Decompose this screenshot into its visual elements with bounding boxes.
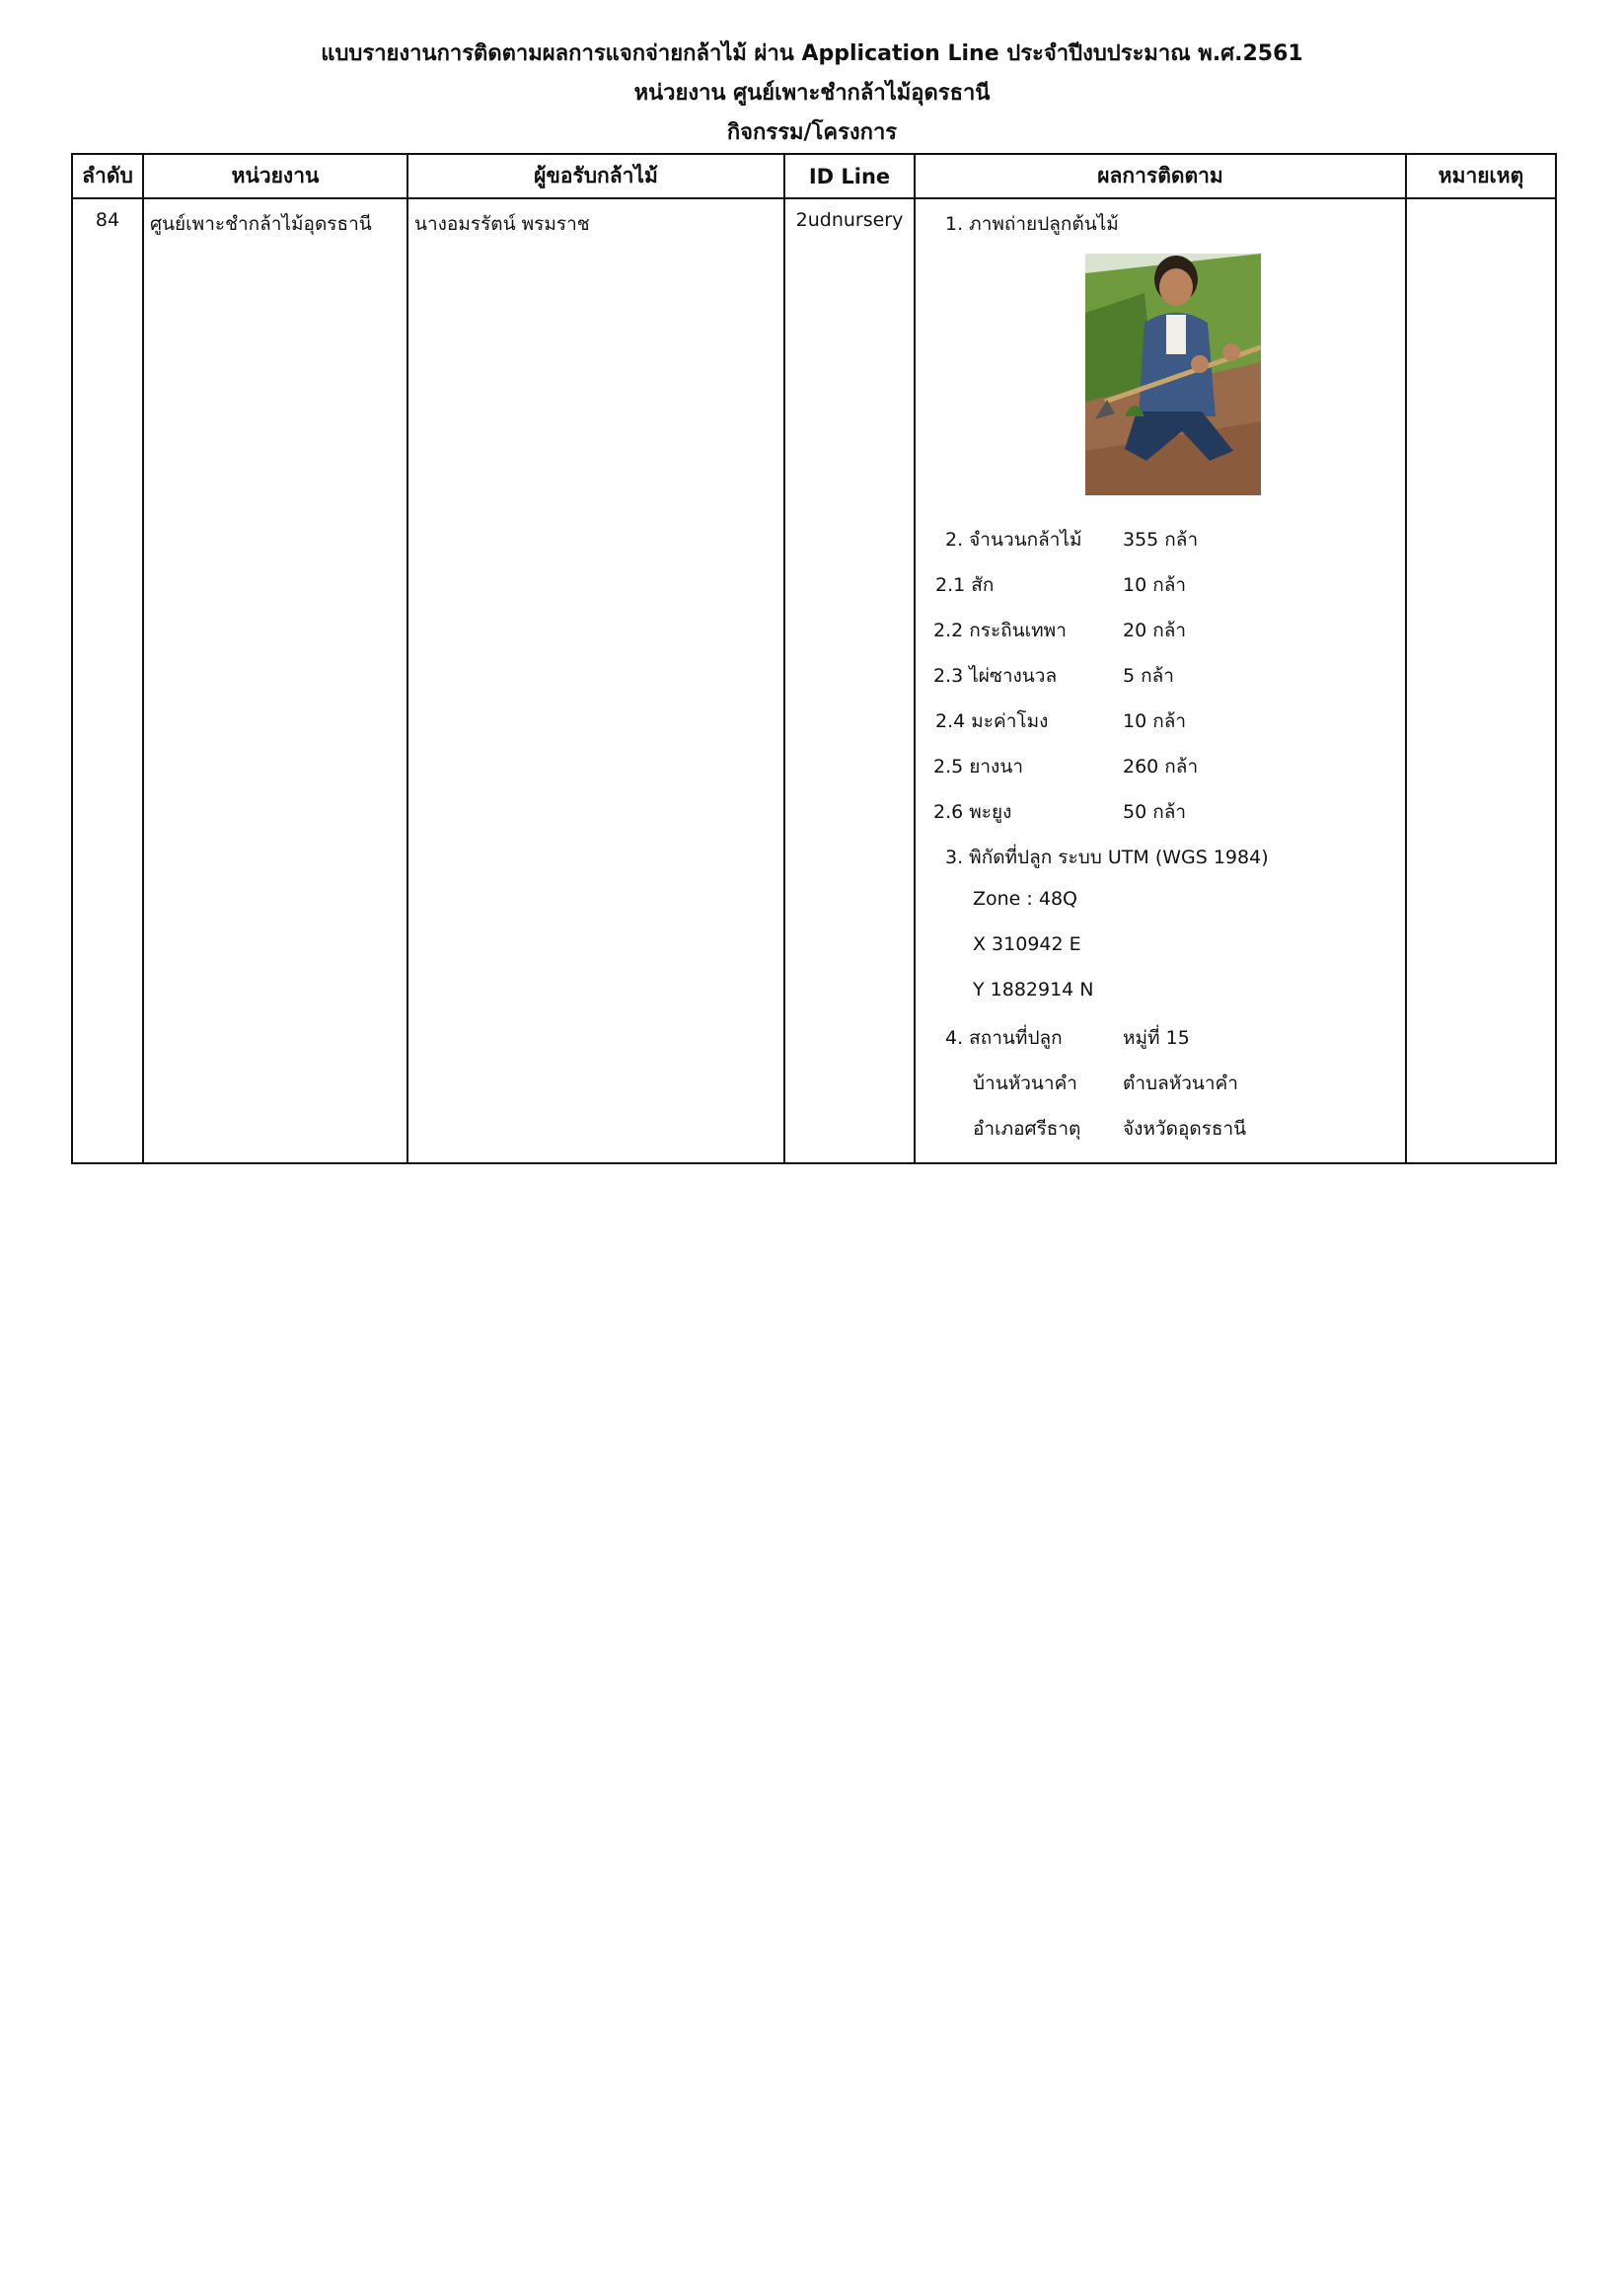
village-number: หมู่ที่ 15: [1123, 1027, 1190, 1049]
species-label: 2.5 ยางนา: [933, 756, 1023, 778]
species-qty: 260 กล้า: [1123, 756, 1199, 778]
species-label: 2.2 กระถินเทพา: [933, 620, 1067, 641]
col-header-remark: หมายเหตุ: [1406, 154, 1556, 198]
district-name: อำเภอศรีธาตุ: [973, 1118, 1081, 1140]
cell-remark: [1406, 198, 1556, 1163]
col-header-recipient: ผู้ขอรับกล้าไม้: [407, 154, 784, 198]
utm-x: X 310942 E: [973, 933, 1081, 955]
report-title: แบบรายงานการติดตามผลการแจกจ่ายกล้าไม้ ผ่าน Application Line ประจำปีงบประมาณ พ.ศ.2561: [321, 41, 1303, 66]
species-qty: 5 กล้า: [1123, 665, 1174, 687]
report-table: [71, 153, 1557, 1164]
province-name: จังหวัดอุดรธานี: [1123, 1118, 1247, 1140]
cell-result: [915, 198, 1406, 1163]
table-row: [72, 198, 1556, 1163]
col-header-number: ลำดับ: [72, 154, 143, 198]
species-label: 2.4 มะค่าโมง: [935, 710, 1049, 732]
col-header-result: ผลการติดตาม: [915, 154, 1406, 198]
report-unit: หน่วยงาน ศูนย์เพาะชำกล้าไม้อุดรธานี: [633, 81, 991, 106]
species-qty: 50 กล้า: [1123, 801, 1187, 823]
cell-id-line: 2udnursery: [784, 198, 915, 1163]
species-qty: 10 กล้า: [1123, 710, 1187, 732]
photo-heading: 1. ภาพถ่ายปลูกต้นไม้: [945, 213, 1119, 235]
utm-y: Y 1882914 N: [973, 979, 1094, 1000]
total-label: 2. จำนวนกล้าไม้: [945, 529, 1082, 551]
species-qty: 10 กล้า: [1123, 574, 1187, 596]
location-heading: 4. สถานที่ปลูก: [945, 1027, 1063, 1049]
col-header-unit: หน่วยงาน: [143, 154, 407, 198]
species-qty: 20 กล้า: [1123, 620, 1187, 641]
total-qty: 355 กล้า: [1123, 529, 1199, 551]
cell-unit: ศูนย์เพาะชำกล้าไม้อุดรธานี: [143, 198, 407, 1163]
species-label: 2.3 ไผ่ซางนวล: [933, 665, 1058, 687]
species-label: 2.6 พะยูง: [933, 801, 1012, 823]
village-name: บ้านหัวนาคำ: [973, 1073, 1077, 1094]
planting-photo: [1085, 254, 1261, 495]
table-header-row: [72, 154, 1556, 198]
coord-heading: 3. พิกัดที่ปลูก ระบบ UTM (WGS 1984): [945, 847, 1269, 868]
species-label: 2.1 สัก: [935, 574, 995, 596]
utm-zone: Zone : 48Q: [973, 888, 1077, 910]
report-activity: กิจกรรม/โครงการ: [726, 120, 898, 145]
subdistrict-name: ตำบลหัวนาคำ: [1123, 1073, 1238, 1094]
col-header-id-line: ID Line: [784, 154, 915, 198]
cell-recipient: นางอมรรัตน์ พรมราช: [407, 198, 784, 1163]
cell-number: 84: [72, 198, 143, 1163]
